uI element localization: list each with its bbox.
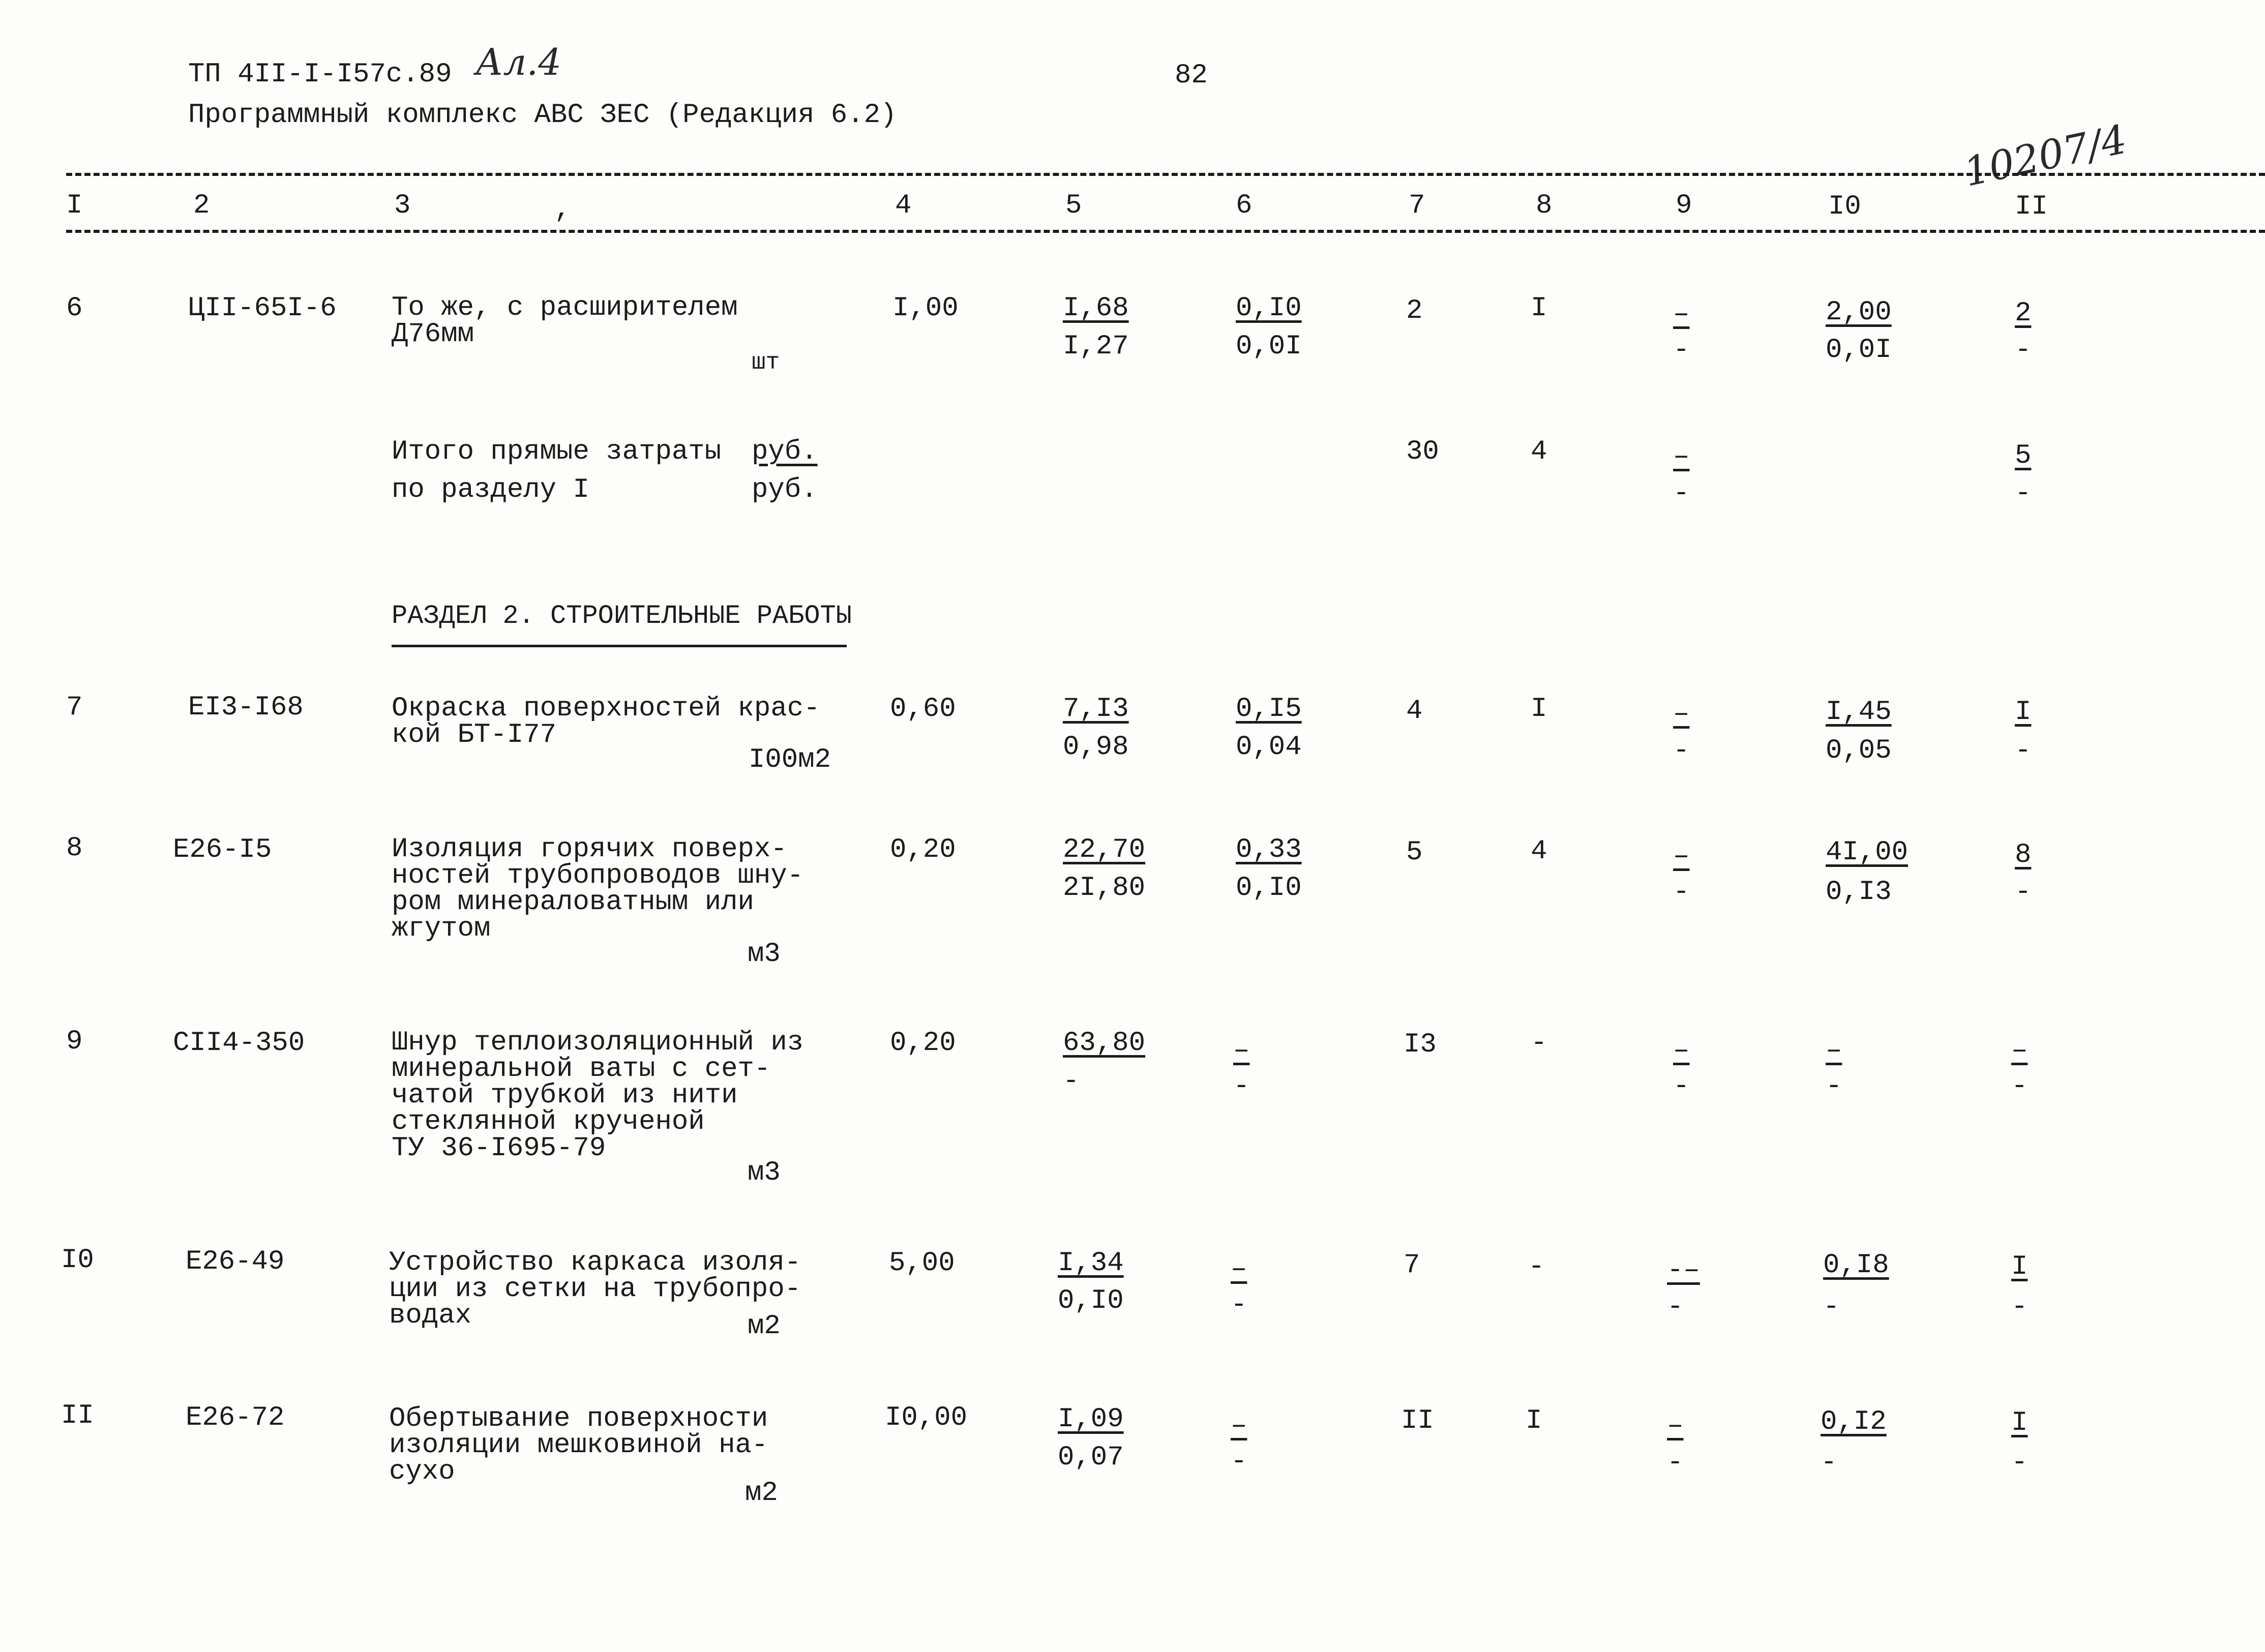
col10-bottom: - xyxy=(1821,1447,1837,1478)
col11-bottom: - xyxy=(2011,1447,2028,1478)
col7: 5 xyxy=(1406,837,1423,868)
column-header-10: I0 xyxy=(1828,191,1861,222)
program-title: Программный комплекс АВС ЗЕС (Редакция 6.2) xyxy=(188,100,897,131)
col5-bottom: - xyxy=(1063,1066,1080,1097)
page-number: 82 xyxy=(1175,60,1208,91)
row-quantity: 5,00 xyxy=(889,1248,955,1279)
col7: I3 xyxy=(1404,1029,1437,1060)
total-col9-bottom: - xyxy=(1673,478,1690,509)
col9-bottom: - xyxy=(1673,735,1690,766)
col11-bottom: - xyxy=(2011,1071,2028,1102)
col11-top: I xyxy=(2011,1251,2028,1282)
col11-bottom: - xyxy=(2015,735,2032,766)
col10-top: 0,I2 xyxy=(1821,1406,1887,1437)
row-number: II xyxy=(61,1400,94,1431)
col10-top: I,45 xyxy=(1826,697,1892,728)
column-header-11: II xyxy=(2015,191,2048,222)
row-description: Обертывание поверхности изоляции мешковиной на- сухо xyxy=(389,1403,768,1487)
handwritten-note: Ал.4 xyxy=(475,41,562,83)
col9-top: – xyxy=(1667,1410,1684,1441)
column-header-3: 3 xyxy=(394,190,411,221)
col5-top: 63,80 xyxy=(1063,1028,1146,1059)
col10-top: 4I,00 xyxy=(1826,837,1909,868)
row-quantity: 0,60 xyxy=(890,694,956,725)
col8: I xyxy=(1526,1405,1542,1436)
col8: 4 xyxy=(1531,836,1547,867)
col7: 4 xyxy=(1406,696,1423,727)
row-description: Устройство каркаса изоля- ции из сетки на трубопро- водах xyxy=(389,1247,801,1331)
col5-top: 22,70 xyxy=(1063,834,1146,865)
column-header-1: I xyxy=(66,190,83,221)
document-code: ТП 4II-I-I57с.89 xyxy=(188,59,452,90)
col10-top: 2,00 xyxy=(1826,297,1892,328)
col5-bottom: 0,07 xyxy=(1058,1442,1124,1473)
col9-bottom: - xyxy=(1673,335,1690,366)
col10-bottom: - xyxy=(1826,1071,1842,1102)
stray-mark: , xyxy=(554,194,571,225)
col10-bottom: 0,0I xyxy=(1826,335,1892,366)
col5-top: 7,I3 xyxy=(1063,694,1129,725)
section-title-rule xyxy=(392,645,847,647)
column-header-2: 2 xyxy=(193,190,210,221)
row-number: 7 xyxy=(66,692,83,723)
col8: - xyxy=(1528,1251,1545,1282)
column-header-5: 5 xyxy=(1065,190,1082,221)
col11-top: – xyxy=(2011,1035,2028,1066)
row-description: То же, с расширителем Д76мм xyxy=(392,292,738,350)
total-col7: 30 xyxy=(1406,436,1439,467)
col11-bottom: - xyxy=(2015,335,2032,366)
header-rule-bottom xyxy=(66,230,2265,233)
col5-bottom: 0,98 xyxy=(1063,732,1129,763)
col6-top: 0,33 xyxy=(1236,834,1302,865)
row-unit: шт xyxy=(752,349,780,376)
total-col11-top: 5 xyxy=(2015,440,2032,471)
col9-top: – xyxy=(1673,1035,1690,1066)
col11-top: I xyxy=(2015,697,2032,728)
col10-top: – xyxy=(1826,1035,1842,1066)
row-number: 6 xyxy=(66,293,83,324)
col9-top: – xyxy=(1673,699,1690,730)
col6-bottom: - xyxy=(1233,1071,1250,1102)
row-code: CII4-350 xyxy=(173,1028,305,1059)
col7: II xyxy=(1401,1405,1434,1436)
col6-bottom: 0,04 xyxy=(1236,732,1302,763)
col6-top: 0,I5 xyxy=(1236,694,1302,725)
column-header-7: 7 xyxy=(1409,190,1425,221)
row-quantity: 0,20 xyxy=(890,834,956,865)
col5-bottom: I,27 xyxy=(1063,331,1129,362)
col6-top: – xyxy=(1231,1410,1247,1441)
col9-top: -– xyxy=(1667,1255,1700,1286)
col9-bottom: - xyxy=(1673,877,1690,908)
col5-bottom: 2I,80 xyxy=(1063,873,1146,904)
row-quantity: 0,20 xyxy=(890,1028,956,1059)
col8: I xyxy=(1531,694,1547,725)
col11-bottom: - xyxy=(2011,1291,2028,1323)
col10-bottom: - xyxy=(1823,1291,1840,1323)
total-label-2: по разделу I xyxy=(392,474,589,505)
total-unit-bottom: руб. xyxy=(752,474,818,505)
col6-bottom: 0,0I xyxy=(1236,331,1302,362)
col10-bottom: 0,05 xyxy=(1826,735,1892,766)
row-unit: м2 xyxy=(748,1311,781,1342)
row-number: 8 xyxy=(66,833,83,864)
row-unit: м3 xyxy=(748,1157,781,1188)
column-header-6: 6 xyxy=(1236,190,1253,221)
col9-bottom: - xyxy=(1667,1447,1684,1478)
row-code: E26-I5 xyxy=(173,834,272,865)
col10-top: 0,I8 xyxy=(1823,1250,1889,1281)
row-number: 9 xyxy=(66,1026,83,1057)
row-description: Шнур теплоизоляционный из минеральной ваты с сет- чатой трубкой из нити стеклянной крученой ТУ 36-I695-79 xyxy=(392,1027,804,1164)
col6-top: 0,I0 xyxy=(1236,293,1302,324)
column-header-4: 4 xyxy=(895,190,912,221)
col8: - xyxy=(1531,1028,1547,1059)
row-unit: I00м2 xyxy=(749,744,831,775)
col9-bottom: - xyxy=(1667,1291,1684,1323)
col6-top: – xyxy=(1233,1035,1250,1066)
handwritten-reference: 10207/4 xyxy=(1960,116,2131,196)
column-header-8: 8 xyxy=(1536,190,1553,221)
col5-bottom: 0,I0 xyxy=(1058,1285,1124,1316)
row-quantity: I,00 xyxy=(892,293,959,324)
row-number: I0 xyxy=(61,1245,94,1276)
total-unit-top: руб. xyxy=(752,436,818,467)
row-description: Окраска поверхностей крас- кой БТ-I77 xyxy=(392,693,820,750)
total-col11-bottom: - xyxy=(2015,478,2032,509)
col5-top: I,09 xyxy=(1058,1404,1124,1435)
row-code: ЦII-65I-6 xyxy=(188,293,337,324)
col11-bottom: - xyxy=(2015,877,2032,908)
column-header-9: 9 xyxy=(1676,190,1692,221)
row-code: EI3-I68 xyxy=(188,692,304,723)
col7: 2 xyxy=(1406,295,1423,326)
header-rule-top xyxy=(66,173,2265,176)
col6-top: – xyxy=(1231,1254,1247,1285)
total-col8: 4 xyxy=(1531,436,1547,467)
row-quantity: I0,00 xyxy=(885,1402,968,1433)
col11-top: I xyxy=(2011,1407,2028,1438)
col5-top: I,68 xyxy=(1063,293,1129,324)
col9-top: – xyxy=(1673,299,1690,330)
col5-top: I,34 xyxy=(1058,1248,1124,1279)
col11-top: 2 xyxy=(2015,298,2032,329)
col9-bottom: - xyxy=(1673,1071,1690,1102)
col6-bottom: - xyxy=(1231,1289,1247,1320)
row-code: E26-72 xyxy=(186,1402,285,1433)
row-unit: м2 xyxy=(745,1478,778,1509)
total-col9-top: – xyxy=(1673,441,1690,472)
col11-top: 8 xyxy=(2015,839,2032,870)
col6-bottom: - xyxy=(1231,1446,1247,1477)
col6-bottom: 0,I0 xyxy=(1236,873,1302,904)
row-code: E26-49 xyxy=(186,1246,285,1277)
col8: I xyxy=(1531,293,1547,324)
row-description: Изоляция горячих поверх- ностей трубопроводов шну- ром минераловатным или жгутом xyxy=(392,834,804,944)
total-label-1: Итого прямые затраты xyxy=(392,436,722,467)
col7: 7 xyxy=(1404,1250,1420,1281)
col10-bottom: 0,I3 xyxy=(1826,877,1892,908)
col9-top: – xyxy=(1673,841,1690,872)
row-unit: м3 xyxy=(748,939,781,970)
section-title: РАЗДЕЛ 2. СТРОИТЕЛЬНЫЕ РАБОТЫ xyxy=(392,601,852,631)
